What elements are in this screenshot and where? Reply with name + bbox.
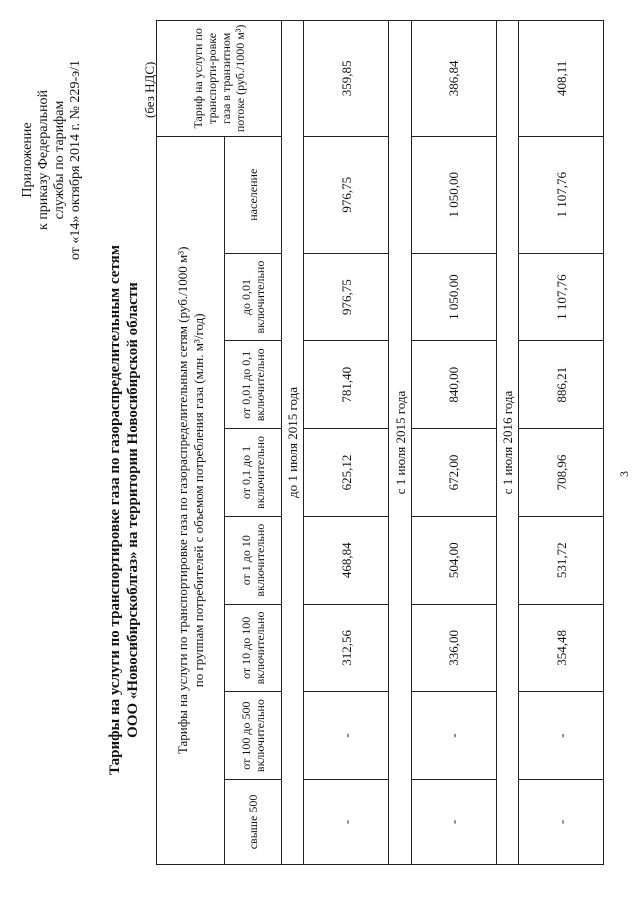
table-cell: 312,56 [304,604,389,692]
title-line: Тарифы на услуги по транспортировке газа по газораспределительным сетям [107,245,123,775]
appendix-line: Приложение [20,122,35,198]
table-cell: 781,40 [304,341,389,429]
table-cell: 354,48 [519,604,604,692]
table-cell: - [519,692,604,780]
appendix-line: службы по тарифам [52,100,67,220]
appendix-block [20,40,84,280]
period-label: с 1 июля 2016 года [496,21,518,865]
table-cell: 672,00 [411,429,496,517]
table-cell: 359,85 [304,21,389,137]
appendix-line: к приказу Федеральной [36,90,51,230]
header-main [157,136,225,864]
table-cell: 336,00 [411,604,496,692]
group-header: население [225,136,282,253]
group-header: до 0,01 включительно [225,253,282,341]
table-cell: - [519,779,604,864]
group-header: от 100 до 500 включительно [225,692,282,780]
table-cell: 408,11 [519,21,604,137]
title-line: ООО «Новосибирскоблгаз» на территории Новосибирской области [125,282,141,738]
header-main-text: Тарифы на услуги по транспортировке газа по газораспределительным сетям (руб./1000 м³) [174,246,190,755]
period-label: с 1 июля 2015 года [389,21,411,865]
table-cell: - [304,692,389,780]
table-cell: 976,75 [304,136,389,253]
table-cell: 386,84 [411,21,496,137]
document-title [106,115,142,905]
period-label: до 1 июля 2015 года [282,21,304,865]
table-cell: 1 050,00 [411,253,496,341]
group-header: от 10 до 100 включительно [225,604,282,692]
table-cell: 504,00 [411,516,496,604]
table-cell: 468,84 [304,516,389,604]
table-cell: 840,00 [411,341,496,429]
page-number: 3 [617,471,631,477]
table-cell: 708,96 [519,429,604,517]
table-cell: 1 107,76 [519,253,604,341]
table-cell: - [411,692,496,780]
group-header: от 1 до 10 включительно [225,516,282,604]
table-cell: 886,21 [519,341,604,429]
vat-note: (без НДС) [142,61,157,118]
group-header: от 0,01 до 0,1 включительно [225,341,282,429]
table-cell: 976,75 [304,253,389,341]
table-cell: 625,12 [304,429,389,517]
appendix-line: от «14» октября 2014 г. № 229-э/1 [68,59,83,261]
header-sub-text: по группам потребителей с объемом потребления газа (млн. м³/год) [190,313,206,688]
tariff-table [156,20,604,865]
transit-header: Тариф на услуги по транспорти-ровке газа в транзитном потоке (руб./1000 м³) [157,21,282,137]
group-header: свыше 500 [225,779,282,864]
table-cell: 1 107,76 [519,136,604,253]
group-header: от 0,1 до 1 включительно [225,429,282,517]
table-cell: - [304,779,389,864]
table-cell: - [411,779,496,864]
table-cell: 1 050,00 [411,136,496,253]
table-cell: 531,72 [519,516,604,604]
